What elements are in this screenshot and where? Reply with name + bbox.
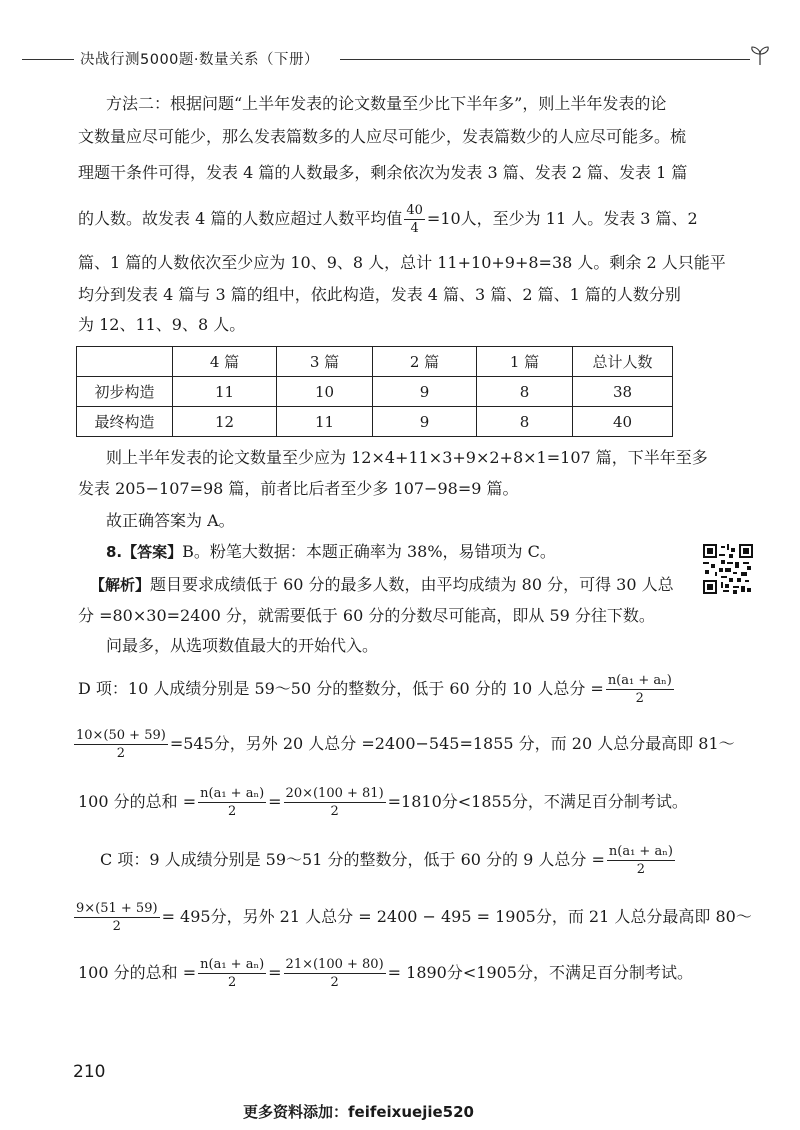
c-item-line1 bbox=[100, 843, 720, 877]
table-header-cell: 4 篇 bbox=[173, 347, 277, 377]
fraction-denominator: 2 bbox=[636, 862, 646, 877]
table-cell: 8 bbox=[477, 407, 573, 437]
table-cell: 10 bbox=[277, 377, 373, 407]
d-item-line3: 100 分的总和 = $\frac{\text{n(a₁ + aₙ)}}{2}$ = $\frac{20\times(100 + 81)}{2}$ =1810分<1855分，不满足百分制考试。 bbox=[78, 786, 688, 819]
fraction-numerator: 10×(50 + 59) bbox=[76, 728, 166, 743]
c-item-text: = 1890分<1905分，不满足百分制考试。 bbox=[387, 963, 693, 982]
table-header-cell bbox=[77, 347, 173, 377]
para2-line1: 则上半年发表的论文数量至少应为 12×4+11×3+9×2+8×1=107 篇，下半年至多 bbox=[106, 448, 708, 467]
q8-answer-line bbox=[106, 544, 726, 560]
table-header-cell: 3 篇 bbox=[277, 347, 373, 377]
fraction-denominator: 2 bbox=[112, 919, 121, 934]
header-rule-right bbox=[340, 59, 750, 60]
c-item-text: 100 分的总和 = bbox=[78, 963, 197, 982]
sum-formula-fraction bbox=[198, 786, 266, 819]
para1-line6: 均分到发表 4 篇与 3 篇的组中，依此构造，发表 4 篇、3 篇、2 篇、1 篇的人数分别 bbox=[78, 285, 681, 304]
d-item-line1 bbox=[78, 672, 698, 706]
table-cell: 8 bbox=[477, 377, 573, 407]
fraction-numerator: 21×(100 + 80) bbox=[285, 957, 384, 972]
fraction-denominator: 2 bbox=[227, 975, 237, 990]
d-item-line2 bbox=[72, 727, 735, 761]
para1-line4-pre: 的人数。故发表 4 篇的人数应超过人数平均值 bbox=[78, 209, 403, 228]
fraction-numerator: n(a₁ + aₙ) bbox=[607, 673, 672, 688]
qr-code[interactable] bbox=[703, 544, 753, 594]
c-sum-fraction bbox=[74, 901, 160, 934]
para1-line5: 篇、1 篇的人数依次至少应为 10、9、8 人，总计 11+10+9+8=38 人。剩余 2 人只能平 bbox=[78, 253, 726, 272]
d-item-text: =545分，另外 20 人总分 =2400−545=1855 分，而 20 人总分最高即 81～ bbox=[169, 734, 735, 753]
fraction-denominator: 2 bbox=[227, 804, 237, 819]
running-header bbox=[22, 44, 767, 74]
para1-line7: 为 12、11、9、8 人。 bbox=[78, 315, 246, 334]
d-item-text: D 项：10 人成绩分别是 59～50 分的整数分，低于 60 分的 10 人总分 = bbox=[78, 679, 604, 698]
analysis-tag: 【解析】 bbox=[90, 576, 151, 594]
fraction-numerator: 20×(100 + 81) bbox=[285, 786, 384, 801]
header-title: 决战行测5000题·数量关系（下册） bbox=[80, 52, 320, 68]
analysis-text: 题目要求成绩低于 60 分的最多人数，由平均成绩为 80 分，可得 30 人总 bbox=[150, 575, 674, 594]
c-item-line3: 100 分的总和 = $\frac{\text{n(a₁ + aₙ)}}{2}$ = $\frac{21\times(100 + 80)}{2}$ = 1890分<1905分，不满足百分制考试。 bbox=[78, 957, 693, 990]
c-item-text: = 495分，另外 21 人总分 = 2400 − 495 = 1905分，而 21 人总分最高即 80～ bbox=[161, 907, 752, 926]
table-cell: 9 bbox=[373, 377, 477, 407]
table-header-cell: 2 篇 bbox=[373, 347, 477, 377]
sum-formula-fraction bbox=[606, 673, 674, 706]
fraction-denominator: 2 bbox=[330, 975, 339, 990]
para1-line4 bbox=[78, 202, 698, 236]
table-cell: 38 bbox=[573, 377, 673, 407]
para2-line3: 故正确答案为 A。 bbox=[106, 511, 235, 530]
table-row bbox=[77, 407, 673, 437]
table-cell: 12 bbox=[173, 407, 277, 437]
fraction-denominator: 2 bbox=[330, 804, 339, 819]
q8-line2: 分 =80×30=2400 分，就需要低于 60 分的分数尽可能高，即从 59 分往下数。 bbox=[78, 606, 655, 625]
c-upper-sum-fraction bbox=[284, 957, 386, 990]
para1-line1: 方法二：根据问题“上半年发表的论文数量至少比下半年多”，则上半年发表的论 bbox=[106, 94, 667, 113]
table-cell: 最终构造 bbox=[77, 407, 173, 437]
table-header-cell: 总计人数 bbox=[573, 347, 673, 377]
q8-line3: 问最多，从选项数值最大的开始代入。 bbox=[106, 636, 379, 655]
sum-formula-fraction bbox=[198, 957, 266, 990]
d-item-text: =1810分<1855分，不满足百分制考试。 bbox=[387, 792, 688, 811]
para1-line3: 理题干条件可得，发表 4 篇的人数最多，剩余依次为发表 3 篇、发表 2 篇、发表 1 篇 bbox=[78, 163, 688, 182]
fraction-numerator: 40 bbox=[406, 203, 423, 218]
table-header-cell: 1 篇 bbox=[477, 347, 573, 377]
fraction-numerator: 9×(51 + 59) bbox=[76, 901, 158, 916]
average-fraction bbox=[404, 203, 425, 236]
para1-line4-post: =10人，至少为 11 人。发表 3 篇、2 bbox=[426, 209, 698, 228]
fraction-denominator: 2 bbox=[116, 746, 126, 761]
sprout-icon bbox=[748, 44, 772, 66]
construction-table bbox=[76, 346, 673, 437]
table-cell: 40 bbox=[573, 407, 673, 437]
table-cell: 初步构造 bbox=[77, 377, 173, 407]
para2-line2: 发表 205−107=98 篇，前者比后者至少多 107−98=9 篇。 bbox=[78, 479, 519, 498]
table-cell: 11 bbox=[173, 377, 277, 407]
d-item-text: 100 分的总和 = bbox=[78, 792, 197, 811]
c-item-line2 bbox=[72, 900, 752, 934]
d-sum-fraction bbox=[74, 728, 168, 761]
answer-text: B。粉笔大数据：本题正确率为 38%，易错项为 C。 bbox=[182, 542, 556, 561]
table-header-row bbox=[77, 347, 673, 377]
footer-contact: 更多资料添加：feifeixuejie520 bbox=[243, 1103, 474, 1121]
fraction-denominator: 2 bbox=[635, 691, 644, 706]
page-number: 210 bbox=[73, 1062, 106, 1082]
fraction-numerator: n(a₁ + aₙ) bbox=[200, 786, 265, 801]
header-rule-left bbox=[22, 59, 74, 60]
fraction-numerator: n(a₁ + aₙ) bbox=[200, 957, 265, 972]
fraction-denominator: 4 bbox=[410, 221, 419, 236]
para1-line2: 文数量应尽可能少，那么发表篇数多的人应尽可能少，发表篇数少的人应尽可能多。梳 bbox=[78, 127, 687, 146]
table-row bbox=[77, 377, 673, 407]
d-upper-sum-fraction bbox=[284, 786, 386, 819]
table-cell: 11 bbox=[277, 407, 373, 437]
fraction-numerator: n(a₁ + aₙ) bbox=[608, 844, 673, 859]
answer-tag: 8.【答案】 bbox=[106, 543, 183, 561]
sum-formula-fraction bbox=[607, 844, 675, 877]
q8-analysis-line bbox=[90, 577, 710, 593]
c-item-text: C 项：9 人成绩分别是 59～51 分的整数分，低于 60 分的 9 人总分 = bbox=[100, 850, 605, 869]
table-cell: 9 bbox=[373, 407, 477, 437]
